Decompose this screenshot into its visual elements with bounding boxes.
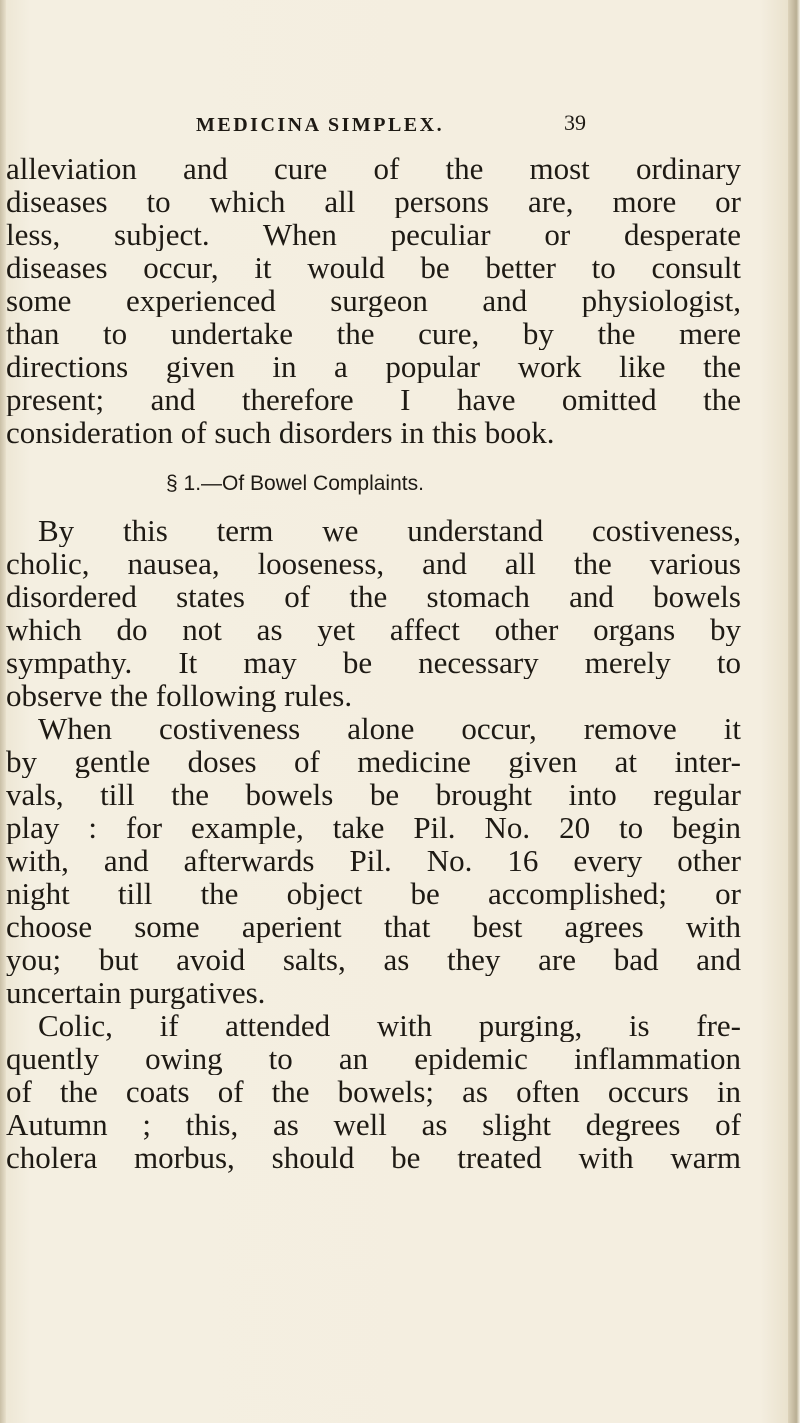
paragraph-colic	[6, 1009, 741, 1174]
running-title: MEDICINA SIMPLEX.	[196, 114, 445, 136]
text-line: play : for example, take Pil. No. 20 to begin	[6, 811, 741, 844]
section-heading: § 1.—Of Bowel Complaints.	[166, 472, 424, 495]
running-head	[196, 110, 586, 144]
text-line: you; but avoid salts, as they are bad and	[6, 943, 741, 976]
page-number: 39	[564, 110, 586, 135]
text-line: When costiveness alone occur, remove it	[38, 712, 741, 745]
text-line: quently owing to an epidemic inflammation	[6, 1042, 741, 1075]
text-line: disordered states of the stomach and bowels	[6, 580, 741, 613]
text-line: of the coats of the bowels; as often occurs in	[6, 1075, 741, 1108]
text-line: observe the following rules.	[6, 679, 353, 712]
text-line: diseases to which all persons are, more or	[6, 185, 741, 218]
text-line: some experienced surgeon and physiologist,	[6, 284, 741, 317]
text-line: with, and afterwards Pil. No. 16 every other	[6, 844, 741, 877]
text-line: sympathy. It may be necessary merely to	[6, 646, 741, 679]
text-line: less, subject. When peculiar or desperate	[6, 218, 741, 251]
text-line: Colic, if attended with purging, is fre-	[38, 1009, 741, 1042]
text-line: Autumn ; this, as well as slight degrees of	[6, 1108, 741, 1141]
text-line: present; and therefore I have omitted the	[6, 383, 741, 416]
page-fore-edge	[788, 0, 800, 1423]
text-line: choose some aperient that best agrees with	[6, 910, 741, 943]
paragraph-costiveness	[6, 712, 741, 1009]
text-line: consideration of such disorders in this book.	[6, 416, 555, 449]
paragraph-definition	[6, 514, 741, 712]
text-line: alleviation and cure of the most ordinary	[6, 152, 741, 185]
text-line: than to undertake the cure, by the mere	[6, 317, 741, 350]
paragraph-continued	[6, 152, 741, 449]
text-line: by gentle doses of medicine given at inter-	[6, 745, 741, 778]
text-line: which do not as yet affect other organs by	[6, 613, 741, 646]
text-line: uncertain purgatives.	[6, 976, 266, 1009]
text-line: vals, till the bowels be brought into regular	[6, 778, 741, 811]
text-line: cholera morbus, should be treated with warm	[6, 1141, 741, 1174]
body-text	[6, 152, 741, 1174]
text-line: By this term we understand costiveness,	[38, 514, 741, 547]
text-line: directions given in a popular work like the	[6, 350, 741, 383]
text-line: cholic, nausea, looseness, and all the various	[6, 547, 741, 580]
text-line: diseases occur, it would be better to consult	[6, 251, 741, 284]
text-line: night till the object be accomplished; or	[6, 877, 741, 910]
